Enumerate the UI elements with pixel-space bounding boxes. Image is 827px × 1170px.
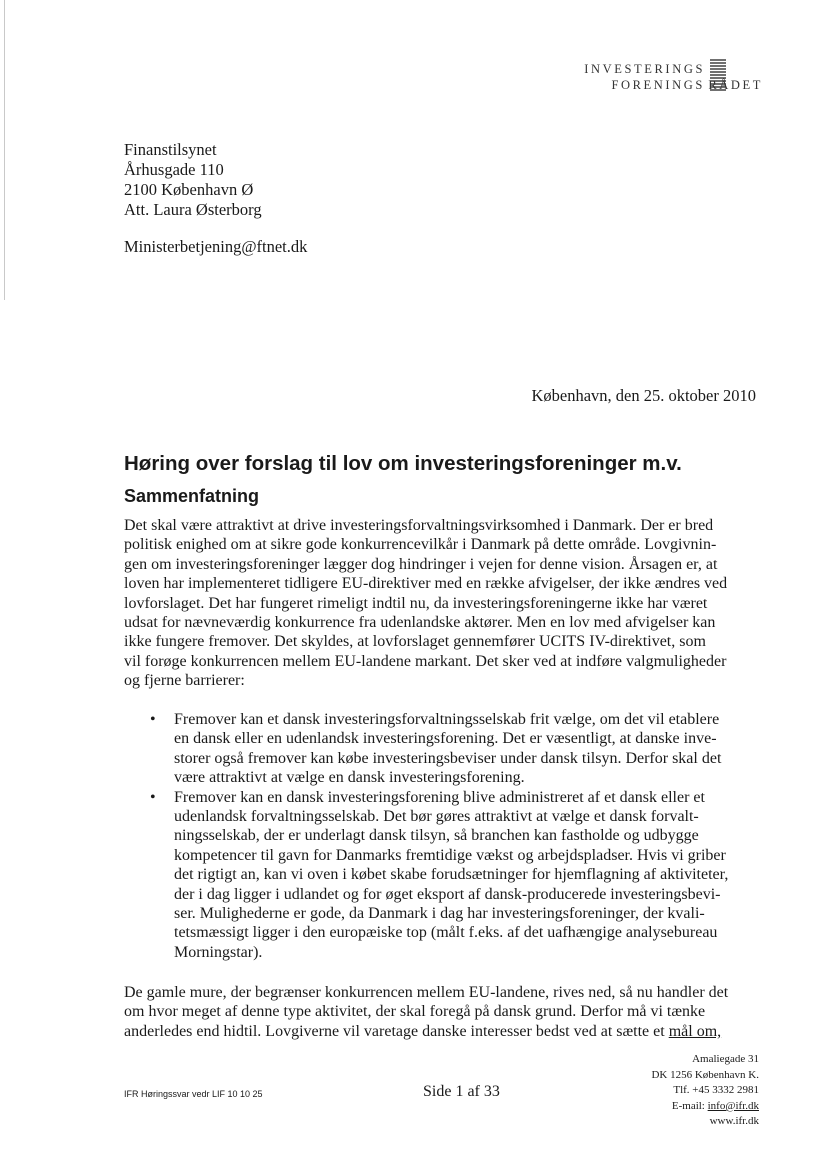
text-line: om hvor meget af denne type aktivitet, der skal foregå på dansk grund. Derfor må vi tænke (124, 1003, 706, 1021)
text-line: udenlandsk forvaltningsselskab. Det bør gøres attraktivt at vælge et dansk forvalt- (174, 808, 699, 826)
text-line: Fremover kan et dansk investeringsforvaltningsselskab frit vælge, om det vil etablere (174, 711, 720, 728)
text-line: lovforslaget. Det har fungeret rimeligt indtil nu, da investeringsforeningerne ikke har været (124, 594, 708, 612)
bullet-item (124, 788, 764, 963)
text-line: ikke fungere fremover. Det skyldes, at lovforslaget gennemfører UCITS IV-direktivet, som (124, 633, 706, 651)
contact-line: Tlf. +45 3332 2981 (673, 1084, 759, 1097)
text-line: ser. Mulighederne er gode, da Danmark i dag har investeringsforeninger, der kvali- (174, 905, 705, 923)
page-number: Side 1 af 33 (423, 1083, 500, 1100)
text-line: Det skal være attraktivt at drive investeringsforvaltningsvirksomhed i Danmark. Der er bred (124, 517, 714, 534)
recipient-address (124, 140, 262, 220)
text-line: der i dag ligger i udlandet og for øget eksport af dansk-producerede investeringsbevi- (174, 885, 721, 903)
footer-doc-ref: IFR Høringssvar vedr LIF 10 10 25 (124, 1089, 263, 1099)
email-label: E-mail: (671, 1099, 708, 1112)
address-line: Finanstilsynet (124, 140, 217, 159)
address-line: Århusgade 110 (124, 160, 224, 179)
footer-contact (651, 1052, 759, 1130)
website-link[interactable]: www.ifr.dk (709, 1115, 759, 1128)
contact-line: DK 1256 København K. (651, 1068, 759, 1081)
logo-word-raadet: RÅDET (708, 78, 763, 92)
text-line: tetsmæssigt ligger i den europæiske top (målt f.eks. af det uafhængige analysebureau (174, 924, 718, 942)
text-line: ningsselskab, der er underlagt dansk tilsyn, så branchen kan fastholde og udbygge (174, 827, 699, 845)
bullet-icon: • (150, 788, 156, 806)
closing-paragraph (124, 983, 764, 1041)
text-line: loven har implementeret tidligere EU-direktiver med en række afvigelser, der ikke ændres ved (124, 575, 728, 593)
text-line: storer også fremover kan købe investeringsbeviser under dansk tilsyn. Derfor skal det (174, 749, 722, 767)
bullet-item (124, 710, 764, 788)
email-link[interactable]: info@ifr.dk (707, 1099, 759, 1112)
dateline: København, den 25. oktober 2010 (531, 386, 756, 405)
text-line: og fjerne barrierer: (124, 672, 245, 690)
underlined-text: mål om, (668, 1022, 722, 1040)
contact-email-line (651, 1099, 759, 1115)
summary-paragraph (124, 516, 764, 691)
text-line: en dansk eller en udenlandsk investeringsforening. Det er væsentligt, at danske inve- (174, 730, 717, 748)
text-line: være attraktivt at vælge en dansk investeringsforening. (174, 769, 525, 787)
bullet-icon: • (150, 711, 156, 728)
recipient-email: Ministerbetjening@ftnet.dk (124, 237, 308, 256)
bullet-list (124, 710, 764, 962)
text-line: politisk enighed om at sikre gode konkurrencevilkår i Danmark på dette område. Lovgivnin- (124, 536, 717, 554)
text-line: Fremover kan en dansk investeringsforening blive administreret af et dansk eller et (174, 788, 705, 806)
text-line: udsat for nævneværdig konkurrence fra udenlandske aktører. Men en lov med afvigelser kan (124, 614, 716, 632)
text-line: De gamle mure, der begrænser konkurrencen mellem EU-landene, rives ned, så nu handler det (124, 984, 729, 1001)
text-line: kompetencer til gavn for Danmarks fremtidige vækst og arbejdspladser. Hvis vi griber (174, 846, 726, 864)
logo-word-forenings: FORENINGS (611, 78, 705, 92)
page-edge-line (4, 0, 5, 300)
text-line (124, 1022, 764, 1041)
section-heading: Sammenfatning (124, 486, 260, 506)
logo (573, 56, 763, 94)
contact-line: Amaliegade 31 (692, 1053, 759, 1065)
logo-word-investerings: INVESTERINGS (584, 62, 705, 76)
address-line: Att. Laura Østerborg (124, 200, 262, 219)
text-line: det rigtigt an, kan vi oven i købet skabe forudsætninger for hjemflagning af aktiviteter, (174, 866, 729, 884)
text-line: gen om investeringsforeninger lægger dog hindringer i vejen for denne vision. Årsagen er, at (124, 555, 718, 573)
text-line: Morningstar). (174, 943, 263, 961)
document-title: Høring over forslag til lov om investeringsforeninger m.v. (124, 452, 682, 475)
text-fragment: anderledes end hidtil. Lovgiverne vil varetage danske interesser bedst ved at sætte et (124, 1022, 669, 1040)
text-line: vil forøge konkurrencen mellem EU-landene markant. Det sker ved at indføre valgmuligheder (124, 652, 727, 670)
address-line: 2100 København Ø (124, 180, 254, 199)
